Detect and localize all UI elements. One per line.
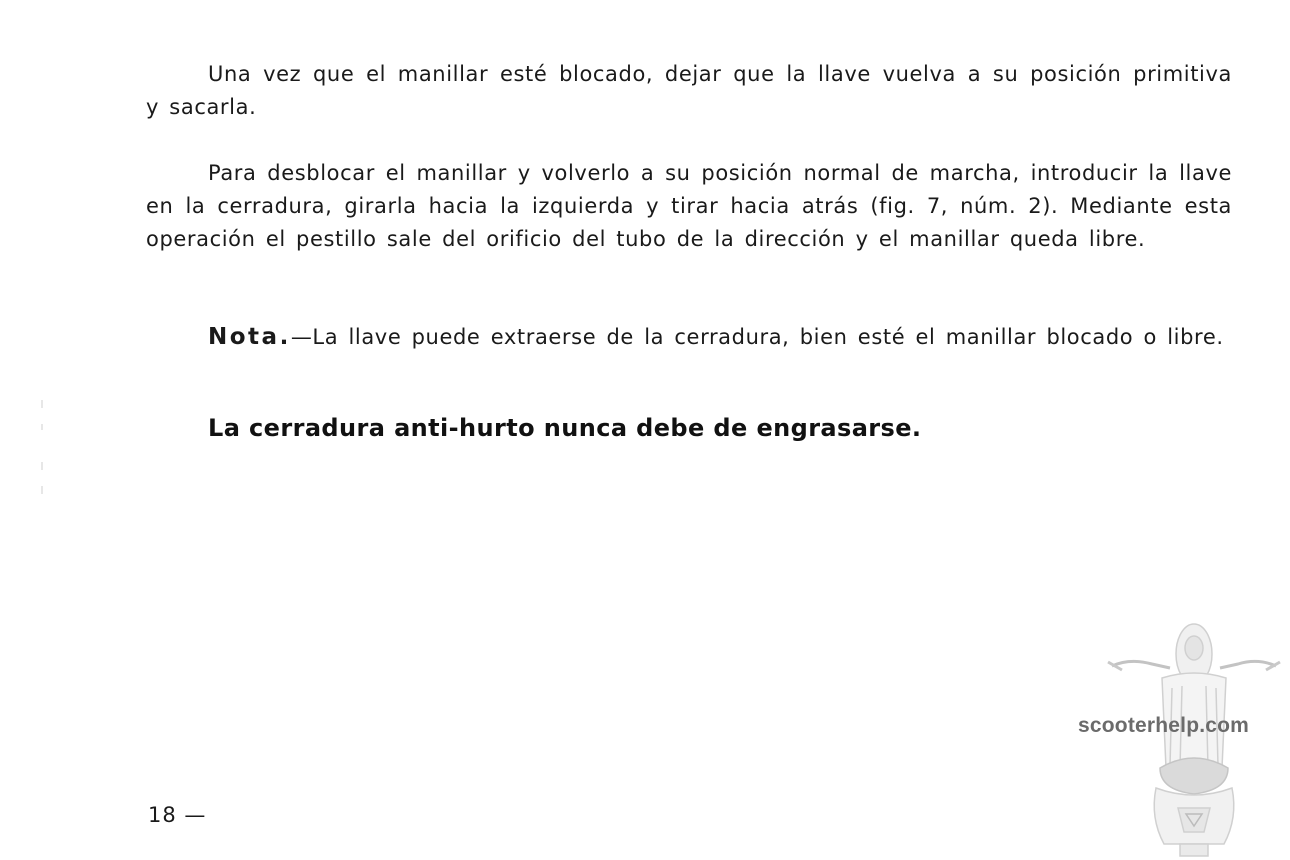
note-text: —La llave puede extraerse de la cerradura, bien esté el manillar blocado o libre. [290,325,1224,349]
paragraph-text: Para desblocar el manillar y volverlo a su posición normal de marcha, introducir la llave en la cerradura, girarla hacia la izquierda y tirar hacia atrás (fig. 7, núm. 2). Mediante esta operación el pestillo sale del orificio del tubo de la dirección y el manillar queda libre. [146,161,1232,251]
page-number: 18 — [148,803,207,827]
note-paragraph [146,321,1232,354]
paragraph-unlock-instructions [146,157,1232,256]
watermark-text: scooterhelp.com [1078,714,1250,737]
scooter-watermark-image [1100,618,1290,860]
note-label: Nota. [208,324,291,350]
warning-text: La cerradura anti-hurto nunca debe de engrasarse. [208,414,922,442]
paragraph-handlebar-lock [146,58,1232,124]
scan-edge-marks [40,400,44,500]
paragraph-text: Una vez que el manillar esté blocado, dejar que la llave vuelva a su posición primitiva y sacarla. [146,62,1232,119]
